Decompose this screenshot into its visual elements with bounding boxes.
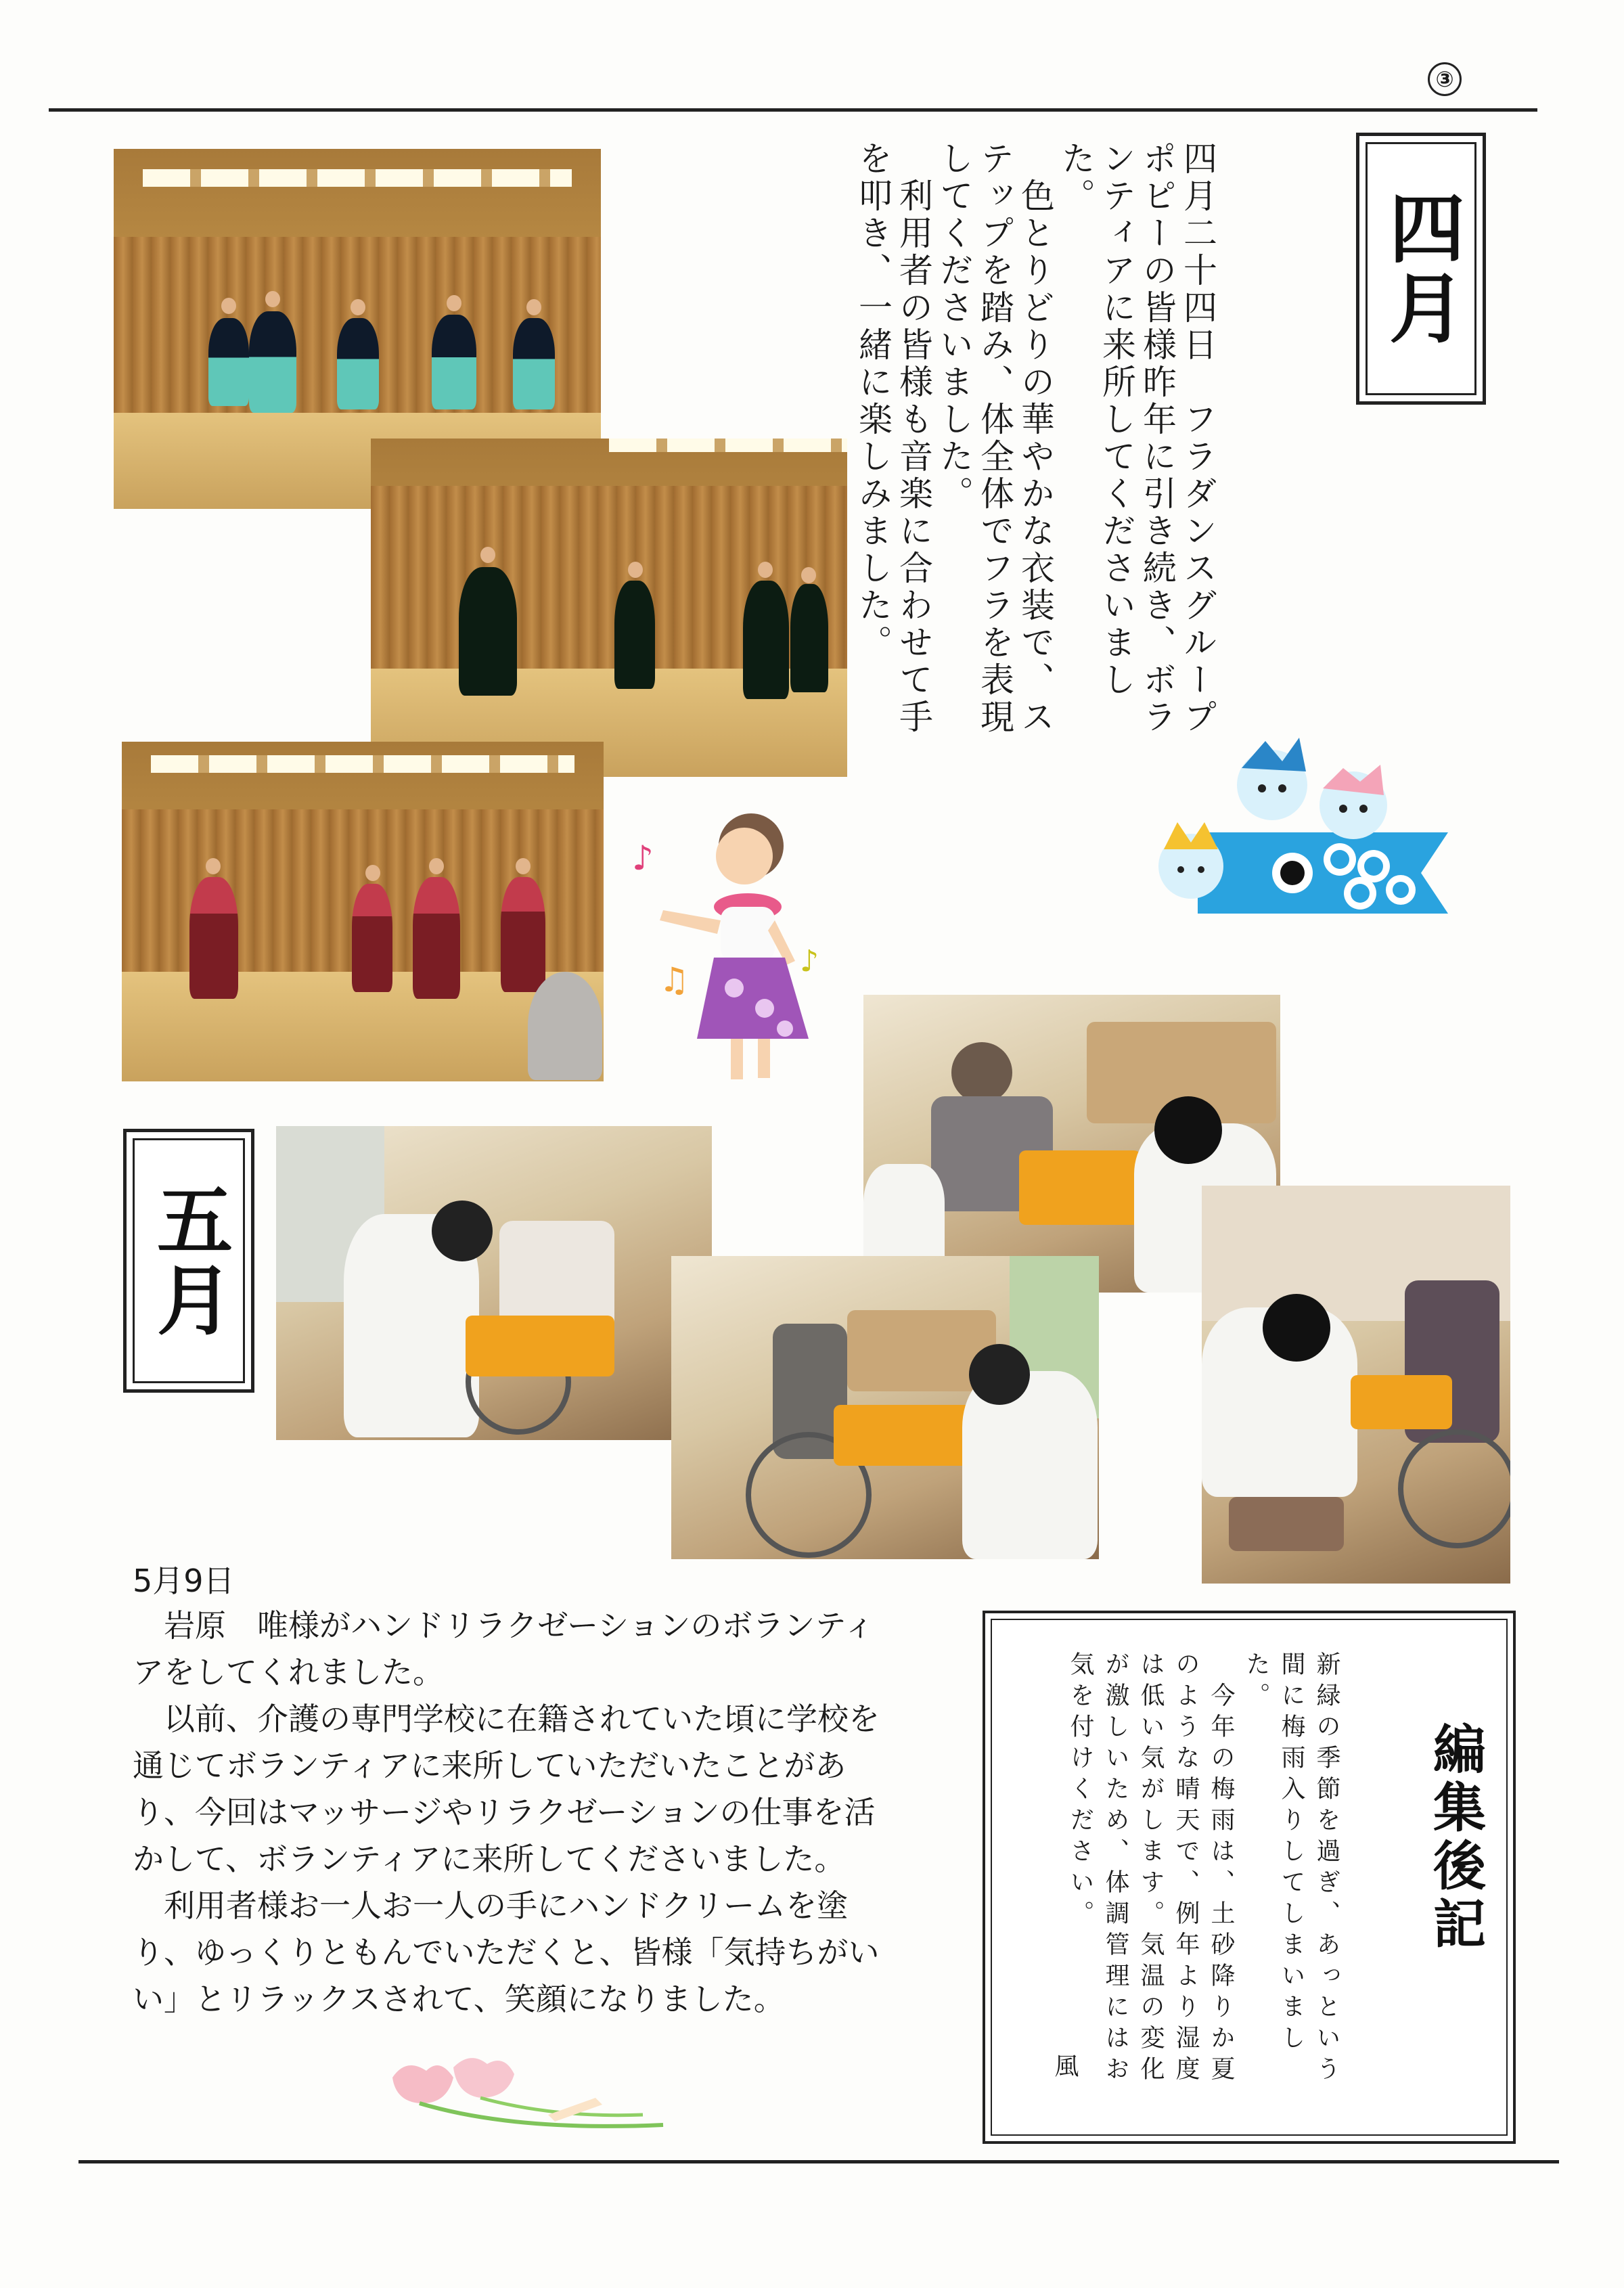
page-number: ③ <box>1428 62 1462 96</box>
hula-dancer-illustration <box>623 805 839 1090</box>
may-date: 5月9日 <box>133 1563 235 1599</box>
editor-note-box <box>983 1611 1516 2144</box>
april-paragraph: 色とりどりの華やかな衣装で、ステップを踏み、体全体でフラを表現してくださいました。 <box>934 141 1055 736</box>
may-paragraph: 以前、介護の専門学校に在籍されていた頃に学校を通じてボランティアに来所していただいたことがあり、今回はマッサージやリラクゼーションの仕事を活かして、ボランティアに来所してくださいました。 <box>133 1701 880 1877</box>
hand-relaxation-photo-4 <box>1202 1186 1510 1584</box>
music-note-icon: ♫ <box>659 960 690 1000</box>
hand-relaxation-photo-3 <box>671 1256 1099 1559</box>
editor-note-title: 編集後記 <box>1424 1722 1486 1954</box>
may-text <box>133 1602 901 2023</box>
hand-relaxation-photo-2 <box>276 1126 712 1440</box>
tulip-illustration <box>379 2050 677 2145</box>
april-paragraph: 四月二十四日 フラダンスグループ ポピーの皆様昨年に引き続き、ボランティアに来所してくださいました。 <box>1056 141 1217 773</box>
april-heading-box <box>1356 133 1486 405</box>
editor-note-paragraph: 今年の梅雨は、土砂降りか夏のような晴天で、例年より湿度は低い気がします。気温の変化が激しいため、体調管理にはお気を付けください。 <box>1066 1651 1235 2087</box>
editor-note-text <box>1062 1651 1344 2098</box>
music-note-icon: ♪ <box>632 838 654 878</box>
may-paragraph: 利用者様お一人お一人の手にハンドクリームを塗り、ゆっくりともんでいただくと、皆様「気持ちがいい」とリラックスされて、笑顔になりました。 <box>133 1887 880 2017</box>
koinobori-illustration <box>1137 731 1475 947</box>
april-text <box>853 141 1218 773</box>
top-rule <box>49 108 1537 112</box>
april-paragraph: 利用者の皆様も音楽に合わせて手を叩き、一緒に楽しみました。 <box>853 141 933 736</box>
editor-note-paragraph: 新緑の季節を過ぎ、あっという間に梅雨入りしてしまいました。 <box>1242 1651 1340 2087</box>
hula-photo-3 <box>122 742 604 1081</box>
music-note-icon: ♪ <box>800 944 819 979</box>
april-heading: 四月 <box>1376 189 1465 349</box>
editor-signature: 風 <box>1051 2053 1079 2078</box>
may-paragraph: 岩原 唯様がハンドリラクゼーションのボランティアをしてくれました。 <box>133 1607 875 1690</box>
may-heading-box <box>123 1129 254 1393</box>
may-heading: 五月 <box>144 1181 233 1341</box>
hula-photo-2 <box>371 439 847 777</box>
bottom-rule <box>78 2160 1559 2163</box>
